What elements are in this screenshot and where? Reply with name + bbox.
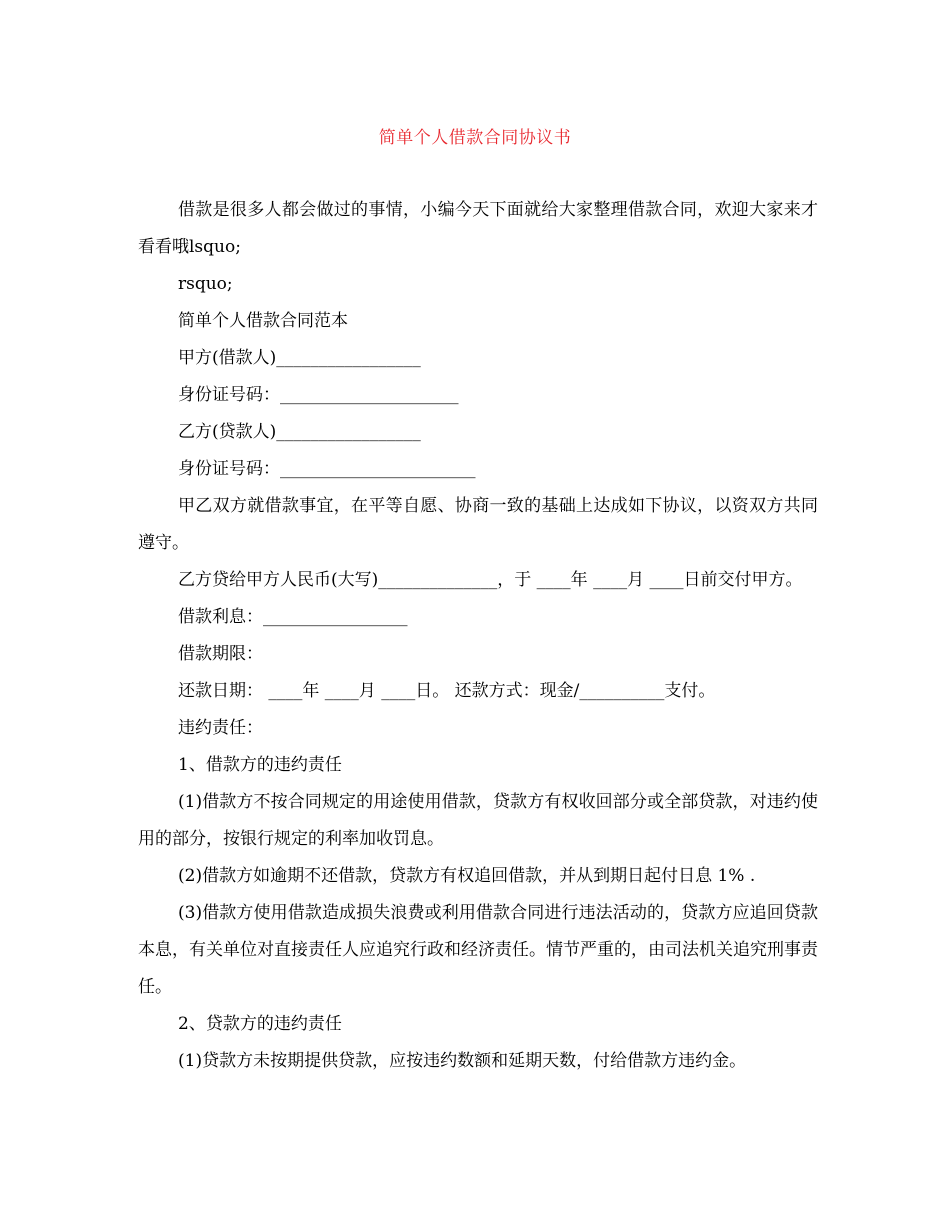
intro-paragraph: 借款是很多人都会做过的事情，小编今天下面就给大家整理借款合同，欢迎大家来才看看哦lsquo; [138,200,818,257]
borrower-clause-3: (3)借款方使用借款造成损失浪费或利用借款合同进行违法活动的，贷款方应追回贷款本息，有关单位对直接责任人应追究行政和经济责任。情节严重的，由司法机关追究刑事责任。 [138,903,818,997]
intro-continuation: rsquo; [178,274,233,294]
document-title: 简单个人借款合同协议书 [378,128,572,148]
repayment-field: 还款日期： ____年 ____月 ____日。 还款方式：现金/__________支付。 [178,681,716,701]
party-a-id-field: 身份证号码：_____________________ [178,385,459,405]
lender-liability-heading: 2、贷款方的违约责任 [178,1014,342,1034]
liability-heading: 违约责任： [178,718,263,738]
loan-amount-paragraph: 乙方贷给甲方人民币(大写)______________，于 ____年 ____月 ____日前交付甲方。 [178,570,803,590]
lender-clause-1: (1)贷款方未按期提供贷款，应按违约数额和延期天数，付给借款方违约金。 [178,1051,747,1071]
agreement-paragraph: 甲乙双方就借款事宜，在平等自愿、协商一致的基础上达成如下协议，以资双方共同遵守。 [138,496,818,553]
party-b-id-field: 身份证号码：_______________________ [178,459,476,479]
template-heading: 简单个人借款合同范本 [178,311,348,331]
interest-field: 借款利息：_________________ [178,607,408,627]
borrower-clause-2: (2)借款方如逾期不还借款，贷款方有权追回借款，并从到期日起付日息 1% . [178,866,756,886]
party-a-field: 甲方(借款人)_________________ [178,348,421,368]
party-b-field: 乙方(贷款人)_________________ [178,422,421,442]
borrower-clause-1: (1)借款方不按合同规定的用途使用借款，贷款方有权收回部分或全部贷款，对违约使用的部分，按银行规定的利率加收罚息。 [138,792,818,849]
borrower-liability-heading: 1、借款方的违约责任 [178,755,342,775]
document-body [138,192,818,1080]
term-field: 借款期限： [178,644,263,664]
